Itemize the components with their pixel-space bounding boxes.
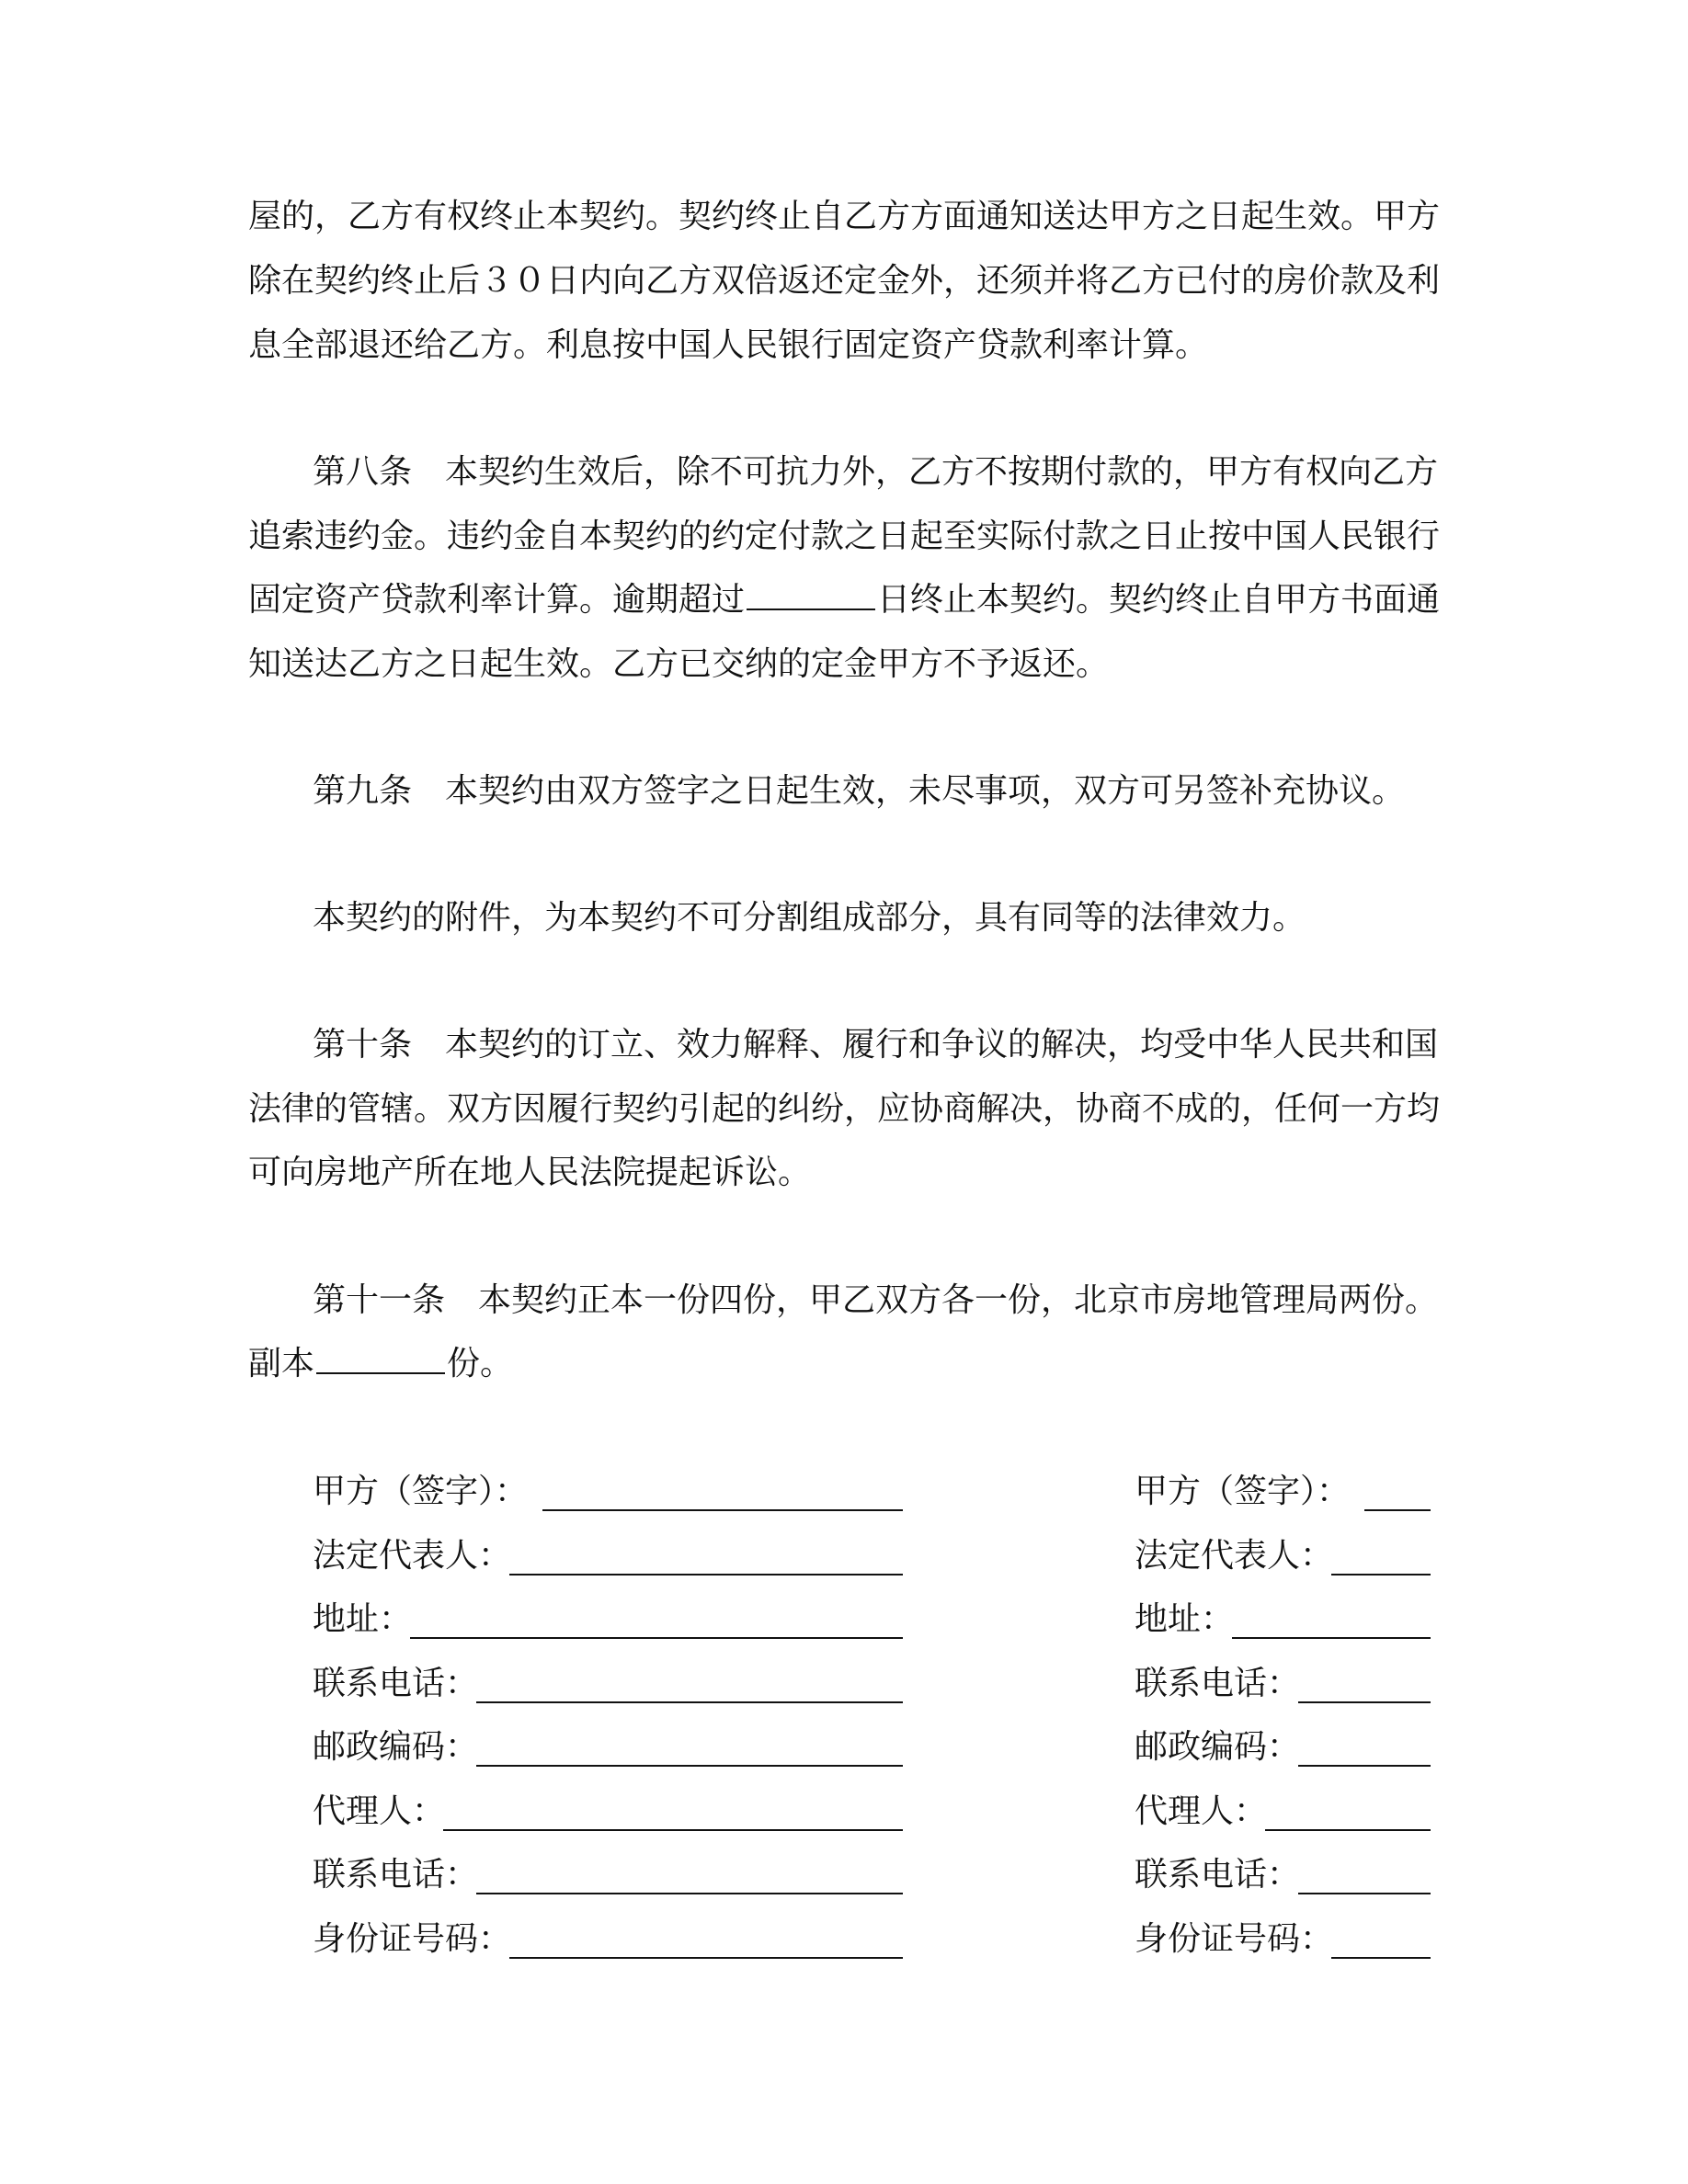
sig-right-field[interactable] <box>1331 1574 1431 1575</box>
sig-right-field[interactable] <box>1298 1701 1431 1703</box>
sig-right-field[interactable] <box>1265 1829 1431 1831</box>
sig-right-label: 身份证号码： <box>1135 1920 1334 1958</box>
blank-field-days[interactable] <box>747 579 875 610</box>
article-10-line: 法律的管辖。双方因履行契约引起的纠纷，应协商解决，协商不成的，任何一方均 <box>248 1090 1441 1128</box>
article-11-line: 第十一条 本契约正本一份四份，甲乙双方各一份，北京市房地管理局两份。 <box>313 1281 1439 1319</box>
article-8-line <box>248 579 1440 621</box>
sig-left-field[interactable] <box>542 1509 903 1511</box>
paragraph-line: 除在契约终止后３０日内向乙方双倍返还定金外，还须并将乙方已付的房价款及利 <box>248 262 1441 300</box>
sig-left-field[interactable] <box>476 1765 903 1767</box>
sig-left-field[interactable] <box>476 1893 903 1894</box>
article-8-line: 知送达乙方之日起生效。乙方已交纳的定金甲方不予返还。 <box>248 645 1110 683</box>
article-10-line: 第十条 本契约的订立、效力解释、履行和争议的解决，均受中华人民共和国 <box>313 1026 1439 1064</box>
sig-left-field[interactable] <box>476 1701 903 1703</box>
sig-left-field[interactable] <box>443 1829 903 1831</box>
sig-left-label: 联系电话： <box>313 1665 479 1702</box>
sig-right-label: 甲方（签字）： <box>1135 1473 1351 1510</box>
article-8-line: 追索违约金。违约金自本契约的约定付款之日起至实际付款之日止按中国人民银行 <box>248 518 1441 555</box>
sig-right-field[interactable] <box>1364 1509 1431 1511</box>
sig-right-field[interactable] <box>1331 1957 1431 1959</box>
sig-right-label: 代理人： <box>1135 1792 1268 1830</box>
sig-right-label: 联系电话： <box>1135 1856 1301 1894</box>
sig-left-label: 地址： <box>313 1600 413 1638</box>
article-11-text: 副本 <box>248 1345 315 1382</box>
sig-right-field[interactable] <box>1298 1893 1431 1894</box>
article-8-text: 日终止本契约。契约终止自甲方书面通 <box>877 581 1441 619</box>
article-8-line: 第八条 本契约生效后，除不可抗力外，乙方不按期付款的，甲方有权向乙方 <box>313 453 1439 491</box>
sig-right-label: 法定代表人： <box>1135 1537 1334 1575</box>
sig-right-label: 地址： <box>1135 1600 1235 1638</box>
sig-right-field[interactable] <box>1298 1765 1431 1767</box>
paragraph-line: 屋的，乙方有权终止本契约。契约终止自乙方方面通知送达甲方之日起生效。甲方 <box>248 198 1441 235</box>
blank-field-copies[interactable] <box>316 1343 445 1374</box>
sig-right-label: 联系电话： <box>1135 1665 1301 1702</box>
article-9: 第九条 本契约由双方签字之日起生效，未尽事项，双方可另签补充协议。 <box>313 772 1406 810</box>
article-10-line: 可向房地产所在地人民法院提起诉讼。 <box>248 1154 812 1191</box>
sig-left-field[interactable] <box>509 1574 903 1575</box>
sig-right-label: 邮政编码： <box>1135 1728 1301 1766</box>
sig-left-label: 甲方（签字）： <box>313 1473 529 1510</box>
paragraph-line: 息全部退还给乙方。利息按中国人民银行固定资产贷款利率计算。 <box>248 326 1209 364</box>
attachment-clause: 本契约的附件，为本契约不可分割组成部分，具有同等的法律效力。 <box>313 899 1306 937</box>
article-8-text: 固定资产贷款利率计算。逾期超过 <box>248 581 746 619</box>
sig-right-field[interactable] <box>1232 1637 1431 1639</box>
sig-left-label: 身份证号码： <box>313 1920 512 1958</box>
sig-left-label: 联系电话： <box>313 1856 479 1894</box>
sig-left-field[interactable] <box>410 1637 903 1639</box>
sig-left-label: 邮政编码： <box>313 1728 479 1766</box>
sig-left-label: 法定代表人： <box>313 1537 512 1575</box>
article-11-text: 份。 <box>447 1345 514 1382</box>
sig-left-field[interactable] <box>509 1957 903 1959</box>
sig-left-label: 代理人： <box>313 1792 446 1830</box>
article-11-line <box>248 1343 513 1385</box>
